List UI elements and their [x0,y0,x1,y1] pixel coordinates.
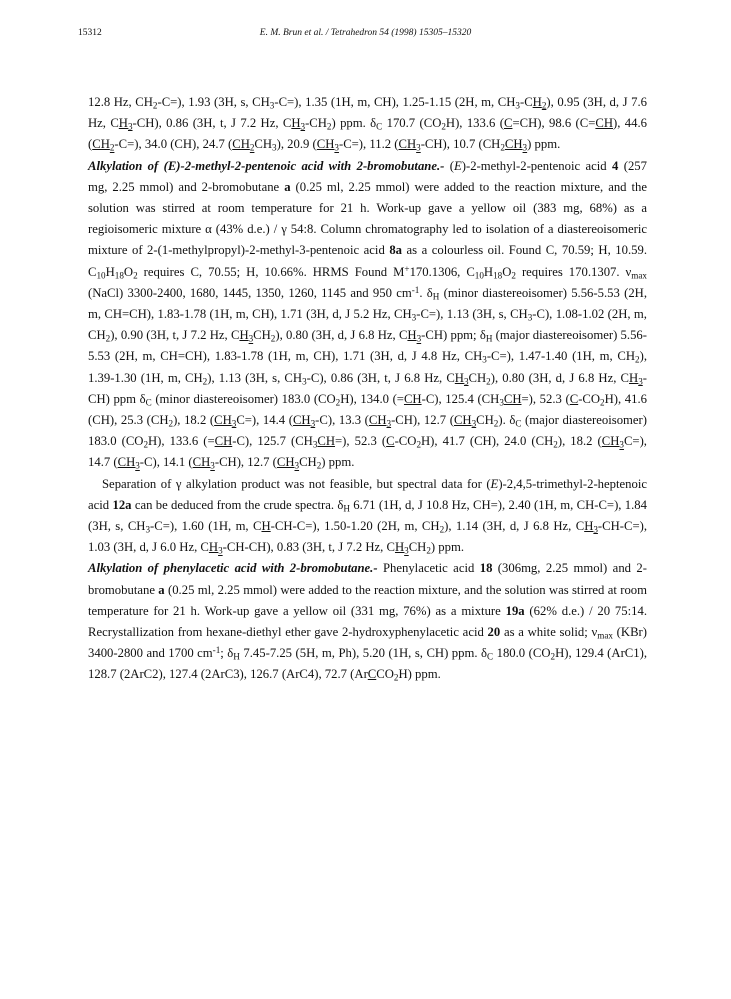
article-body [88,92,647,686]
section-heading: Alkylation of phenylacetic acid with 2-bromobutane.- [88,561,378,576]
page-number: 15312 [78,28,102,38]
paragraph-alkylation-pentenoic: Alkylation of (E)-2-methyl-2-pentenoic acid with 2-bromobutane.- (E)-2-methyl-2-pentenoic acid 4 (257 mg, 2.25 mmol) and 2-bromobutane a (0.25 ml, 2.25 mmol) were added to the reaction mixture, and the solution was stirred at room temperature for 21 h. Work-up gave a yellow oil (383 mg, 68%) as a regioisomeric mixture α (43% d.e.) / γ 54:8. Column chromatography led to isolation of a diastereoisomeric mixture of 2-(1-methylpropyl)-2-methyl-3-pentenoic acid 8a as a colourless oil. Found C, 70.59; H, 10.59. $C_{10}H_{18}O_2$ requires C, 70.55; H, 10.66%. HRMS Found M+170.1306, $C_{10}H_{18}O_2$ requires 170.1307. $\nu_{max}$ (NaCl) 3300-2400, 1680, 1445, 1350, 1260, 1145 and 950 $cm^{-1}$. $\delta_H$ (minor diastereoisomer) 5.56-5.53 (2H, m, CH=CH), 1.83-1.78 (1H, m, CH), 1.71 (3H, d, J 5.2 Hz, $CH_3-C=$), 1.13 (3H, s, $CH_3-C$), 1.08-1.02 (2H, m, $CH_2$), 0.90 (3H, t, J 7.2 Hz, $CH_3CH_2$), 0.80 (3H, d, J 6.8 Hz, $CH_3-CH$) ppm; $\delta_H$ (major diastereoisomer) 5.56-5.53 (2H, m, CH=CH), 1.83-1.78 (1H, m, CH), 1.71 (3H, d, J 4.8 Hz, $CH_3-C=$), 1.47-1.40 (1H, m, $CH_2$), 1.39-1.30 (1H, m, $CH_2$), 1.13 (3H, s, $CH_3-C$), 0.86 (3H, t, J 6.8 Hz, $CH_3CH_2$), 0.80 (3H, d, J 6.8 Hz, $CH_3-CH$) ppm $\delta_C$ (minor diastereoisomer) 183.0 $(CO_2H)$, 134.0 (=CH-C), 125.4 $(CH_3CH=)$, 52.3 $(C-CO_2H)$, 41.6 (CH), 25.3 $(CH_2)$, 18.2 $(CH_3C=)$, 14.4 $(CH_3-C)$, 13.3 $(CH_3-CH)$, 12.7 $(CH_3CH_2)$. $\delta_C$ (major diastereoisomer) 183.0 $(CO_2H)$, 133.6 (=CH-C), 125.7 $(CH_3CH=)$, 52.3 $(C-CO_2H)$, 41.7 (CH), 24.0 $(CH_2)$, 18.2 $(CH_3C=)$, 14.7 $(CH_3-C)$, 14.1 $(CH_3-CH)$, 12.7 $(CH_3CH_2)$ ppm. [88,158,647,471]
paragraph-continuation: 12.8 Hz, $CH_2-C=$), 1.93 (3H, s, $CH_3-C=$), 1.35 (1H, m, CH), 1.25-1.15 (2H, m, $CH_3-CH_2$), 0.95 (3H, d, J 7.6 Hz, $CH_3-CH$), 0.86 (3H, t, J 7.2 Hz, $CH_3-CH_2$) ppm. $\delta_C$ 170.7 $(CO_2H)$, 133.6 (C=CH), 98.6 (C=CH), 44.6 $(CH_2-C=)$, 34.0 (CH), 24.7 $(CH_2CH_3)$, 20.9 $(CH_3-C=)$, 11.2 $(CH_3-CH)$, 10.7 $(CH_2CH_3)$ ppm. [88,95,647,153]
running-header [78,28,653,42]
paragraph-gamma-product: Separation of γ alkylation product was not feasible, but spectral data for (E)-2,4,5-trimethyl-2-heptenoic acid 12a can be deduced from the crude spectra. $\delta_H$ 6.71 (1H, d, J 10.8 Hz, CH=), 2.40 (1H, m, CH-C=), 1.84 (3H, s, $CH_3-C=$), 1.60 (1H, m, CH-CH-C=), 1.50-1.20 (2H, m, $CH_2$), 1.14 (3H, d, J 6.8 Hz, $CH_3-CH-C=$), 1.03 (3H, d, J 6.0 Hz, $CH_3-CH-CH$), 0.83 (3H, t, J 7.2 Hz, $CH_3CH_2$) ppm. [88,476,648,556]
paragraph-alkylation-phenylacetic: Alkylation of phenylacetic acid with 2-bromobutane.- Phenylacetic acid 18 (306mg, 2.25 mmol) and 2-bromobutane a (0.25 ml, 2.25 mmol) were added to the reaction mixture, and the solution was stirred at room temperature for 21 h. Work-up gave a yellow oil (331 mg, 76%) as a mixture 19a (62% d.e.) / 20 75:14. Recrystallization from hexane-diethyl ether gave 2-hydroxyphenylacetic acid 20 as a white solid; $\nu_{max}$ (KBr) 3400-2800 and 1700 $cm^{-1}$; $\delta_H$ 7.45-7.25 (5H, m, Ph), 5.20 (1H, s, CH) ppm. $\delta_C$ 180.0 $(CO_2H)$, 129.4 (ArC1), 128.7 (2ArC2), 127.4 (2ArC3), 126.7 (ArC4), 72.7 (ArCCO$_2$H) ppm. [88,561,648,683]
running-title: E. M. Brun et al. / Tetrahedron 54 (1998) 15305–15320 [259,28,472,38]
section-heading: Alkylation of (E)-2-methyl-2-pentenoic acid with 2-bromobutane.- [88,158,445,173]
